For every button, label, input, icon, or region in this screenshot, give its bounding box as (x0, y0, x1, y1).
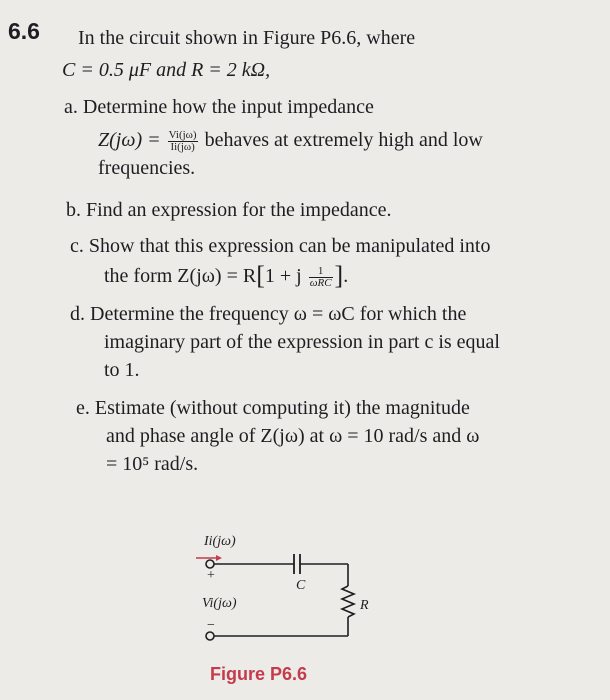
part-e-line2: and phase angle of Z(jω) at ω = 10 rad/s and ω (106, 425, 480, 447)
part-d-text: Determine the frequency ω = ωC for which the (90, 303, 467, 325)
circuit-diagram (190, 540, 370, 650)
period: . (343, 265, 349, 287)
part-a-rest: behaves at extremely high and low (204, 129, 483, 151)
form-inner: 1 + j (264, 265, 302, 287)
part-b-letter: b. (66, 199, 81, 221)
part-a-text: Determine how the input impedance (82, 96, 374, 118)
form-prefix: the form Z(jω) = R (104, 265, 257, 287)
right-bracket: ] (334, 261, 344, 290)
problem-given: C = 0.5 μF and R = 2 kΩ, (62, 59, 271, 81)
fraction-denominator: Ii(jω) (170, 140, 195, 153)
form-fraction-numerator: 1 (309, 266, 333, 278)
part-e-letter: e. (76, 397, 90, 419)
part-a-letter: a. (64, 96, 78, 118)
impedance-fraction (168, 130, 198, 153)
part-a-line2 (98, 128, 483, 153)
part-b (66, 198, 391, 222)
part-a-line1 (64, 95, 374, 119)
fraction-numerator: Vi(jω) (168, 128, 197, 141)
part-c-letter: c. (70, 235, 84, 257)
form-fraction-denominator: ωRC (309, 276, 332, 289)
current-label: Ii(jω) (204, 534, 236, 549)
voltage-label: Vi(jω) (202, 596, 237, 611)
part-d-line2: imaginary part of the expression in part c is equal (104, 331, 500, 353)
problem-intro: In the circuit shown in Figure P6.6, where (78, 27, 416, 49)
part-e-line3: = 10⁵ rad/s. (106, 453, 199, 475)
part-c-text: Show that this expression can be manipulated into (88, 235, 491, 257)
resistor-label: R (360, 598, 369, 613)
form-fraction (309, 266, 333, 289)
part-e-line1 (76, 396, 470, 420)
part-c-line2 (104, 261, 349, 290)
current-arrowhead (216, 555, 222, 561)
impedance-lhs: Z(jω) = (98, 129, 161, 151)
minus-sign: − (207, 618, 215, 633)
problem-number: 6.6 (8, 18, 40, 44)
figure-caption: Figure P6.6 (210, 664, 308, 684)
top-terminal (206, 560, 214, 568)
part-c-line1 (70, 234, 490, 258)
part-b-text: Find an expression for the impedance. (86, 199, 392, 221)
part-d-letter: d. (70, 303, 85, 325)
part-e-text: Estimate (without computing it) the magnitude (94, 397, 470, 419)
part-d-line3: to 1. (104, 359, 140, 381)
capacitor-label: C (296, 578, 306, 593)
left-bracket: [ (256, 261, 265, 290)
plus-sign: + (207, 568, 215, 583)
resistor-zigzag (342, 586, 354, 617)
part-a-line3: frequencies. (98, 157, 196, 179)
part-d-line1 (70, 302, 466, 326)
